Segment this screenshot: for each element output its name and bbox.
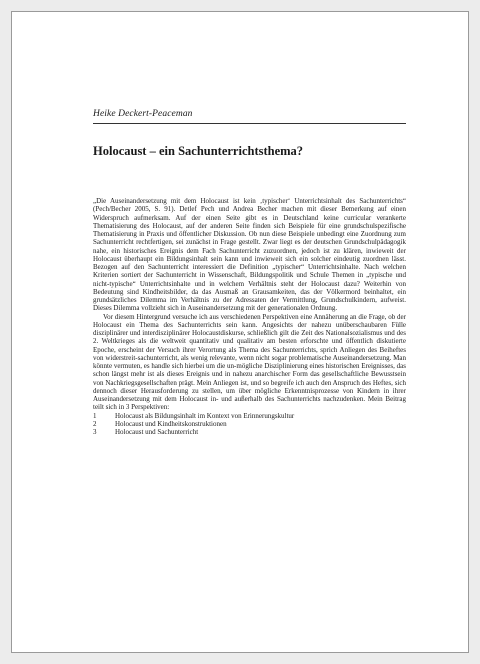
- document-page: [11, 11, 469, 653]
- list-number: 2: [93, 419, 97, 428]
- list-text: Holocaust als Bildungsinhalt im Kontext von Erinnerungskultur: [115, 411, 295, 420]
- paragraph-background: Vor diesem Hintergrund versuche ich aus verschiedenen Perspektiven eine Annäherung an die Frage, ob der Holocaust ein Thema des Sachunterrichts sein kann. Angesichts der nahezu unüberschaubaren Fülle disziplinärer und interdisziplinärer Holocaustdiskurse, schließlich gilt die Zeit des Nationalsozialismus und des 2. Weltkrieges als die weltweit quantitativ und qualitativ am besten erforschte und öffentlich diskutierte Epoche, erscheint der Versuch ihrer Verortung als Thema des Sachunterrichts, sprich Anliegen des Beiheftes von widerstreit-sachunterricht, als wenig relevante, wenn nicht sogar problematische Auseinandersetzung. Man könnte vermuten, es handle sich hierbei um die un-mögliche Disziplinierung eines historischen Ereignisses, das schon längst mehr ist als dieses Ereignis und in nahezu anarchischer Form das gesellschaftliche Bewusstsein von Nachkriegsgesellschaften prägt. Mein Anliegen ist, und so begreife ich auch den Anspruch des Heftes, sich dennoch dieser Herausforderung zu stellen, um über mögliche Erkenntnisprozesse von Kindern in ihrer Auseinandersetzung mit dem Holocaust in- und außerhalb des Sachunterrichts nachzudenken. Mein Beitrag teilt sich in 3 Perspektiven:: [93, 312, 406, 412]
- list-number: 3: [93, 428, 97, 436]
- list-item: [93, 420, 406, 428]
- list-item: [93, 412, 406, 420]
- list-text: Holocaust und Kindheitskonstruktionen: [115, 419, 227, 428]
- perspectives-list: [93, 412, 406, 437]
- header-rule: [93, 123, 406, 124]
- article-body: [93, 197, 406, 436]
- list-item: [93, 428, 406, 436]
- list-text: Holocaust und Sachunterricht: [115, 428, 199, 436]
- paragraph-intro: „Die Auseinandersetzung mit dem Holocaust ist kein ‚typischer‘ Unterrichtsinhalt des Sachunterrichts“ (Pech/Becher 2005, S. 91). Detlef Pech und Andrea Becher machen mit dieser Bemerkung auf einen Widerspruch aufmerksam. Auf der einen Seite gibt es in Deutschland keine curricular verankerte Thematisierung des Holocaust, auf der anderen Seite finden sich Beispiele für eine grundschulspezifische Thematisierung in Praxis und öffentlicher Diskussion. Ob nun diese Beispiele unbedingt eine Zuordnung zum Sachunterricht rechtfertigen, sei zunächst in Frage gestellt. Zwar liegt es der deutschen Grundschulpädagogik nahe, ein historisches Ereignis dem Fach Sachunterricht zuzuordnen, jedoch ist zu klären, inwieweit der Holocaust überhaupt ein Bildungsinhalt sein kann und inwieweit sich ein solcher eindeutig zuordnen lässt. Bezogen auf den Sachunterricht interessiert die Definition „typischer“ Unterrichtsinhalte. Nach welchen Kriterien sortiert der Sachunterricht in Wissenschaft, Bildungspolitik und Schule Themen in „typische und nicht-typische“ Unterrichtsinhalte und in welchem Verhältnis steht der Holocaust dazu? Weiterhin von Bedeutung sind Kindheitsbilder, da das Ausmaß an Grausamkeiten, das der Völkermord beinhaltet, ein grundsätzliches Dilemma im Verhältnis zu der Adressaten der Vermittlung, Grundschulkindern, aufweist. Dieses Dilemma vollzieht sich in Auseinandersetzung mit der generationalen Ordnung.: [93, 197, 406, 313]
- list-number: 1: [93, 411, 97, 420]
- author-name: Heike Deckert-Peaceman: [93, 109, 193, 119]
- article-title: Holocaust – ein Sachunterrichtsthema?: [93, 144, 304, 158]
